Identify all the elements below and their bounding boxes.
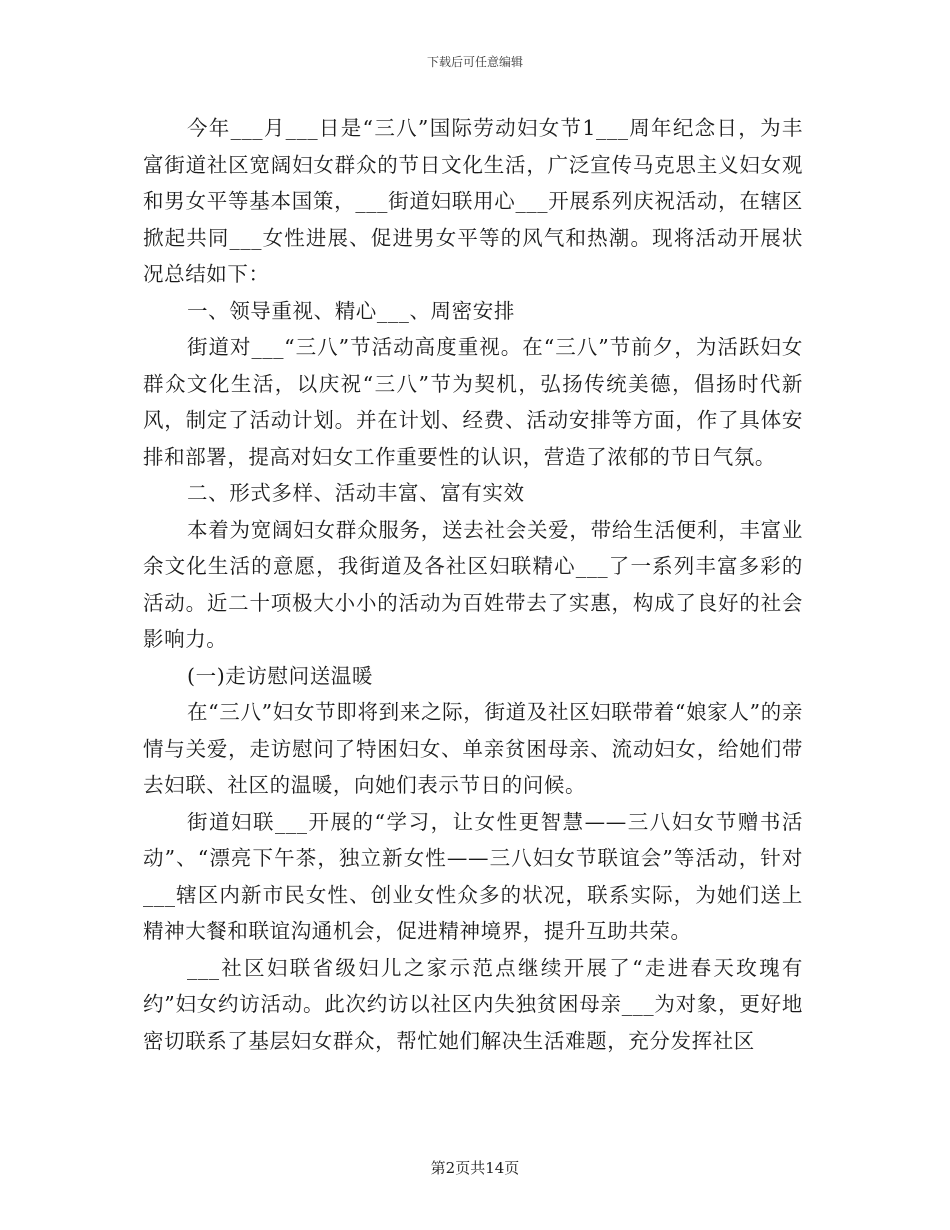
subsection-heading-visits: (一)走访慰问送温暖 [187, 663, 373, 688]
paragraph-leadership: 街道对___“三八”节活动高度重视。在“三八”节前夕，为活跃妇女群众文化生活，以庆祝“三八”节为契机，弘扬传统美德，倡扬时代新风，制定了活动计划。并在计划、经费、活动安排等方面，作了具体安排和部署，提高对妇女工作重要性的认识，营造了浓郁的节日气氛。 [143, 335, 803, 469]
paragraph-community: ___社区妇联省级妇儿之家示范点继续开展了“走进春天玫瑰有约”妇女约访活动。此次约访以社区内失独贫困母亲___为对象，更好地密切联系了基层妇女群众，帮忙她们解决生活难题，充分发挥社区 [143, 955, 803, 1053]
page-header-note: 下载后可任意编辑 [426, 55, 523, 69]
document-body [143, 110, 803, 1059]
page-number: 第2页共14页 [430, 1159, 520, 1177]
paragraph-intro: 今年___月___日是“三八”国际劳动妇女节1___周年纪念日，为丰富街道社区宽阔妇女群众的节日文化生活，广泛宣传马克思主义妇女观和男女平等基本国策，___街道妇联用心___开展系列庆祝活动，在辖区掀起共同___女性进展、促进男女平等的风气和热潮。现将活动开展状况总结如下： [143, 116, 803, 286]
section-heading-activities: 二、形式多样、活动丰富、富有实效 [187, 481, 525, 505]
paragraph-events: 街道妇联___开展的“学习，让女性更智慧——三八妇女节赠书活动”、“漂亮下午茶，独立新女性——三八妇女节联谊会”等活动，针对___辖区内新市民女性、创业女性众多的状况，联系实际，为她们送上精神大餐和联谊沟通机会，促进精神境界，提升互助共荣。 [143, 809, 803, 943]
section-heading-leadership: 一、领导重视、精心___、周密安排 [187, 298, 515, 323]
paragraph-visits: 在“三八”妇女节即将到来之际，街道及社区妇联带着“娘家人”的亲情与关爱，走访慰问了特困妇女、单亲贫困母亲、流动妇女，给她们带去妇联、社区的温暖，向她们表示节日的问候。 [143, 700, 803, 797]
paragraph-activities: 本着为宽阔妇女群众服务，送去社会关爱，带给生活便利，丰富业余文化生活的意愿，我街道及各社区妇联精心___了一系列丰富多彩的活动。近二十项极大小小的活动为百姓带去了实惠，构成了良好的社会影响力。 [143, 517, 803, 651]
